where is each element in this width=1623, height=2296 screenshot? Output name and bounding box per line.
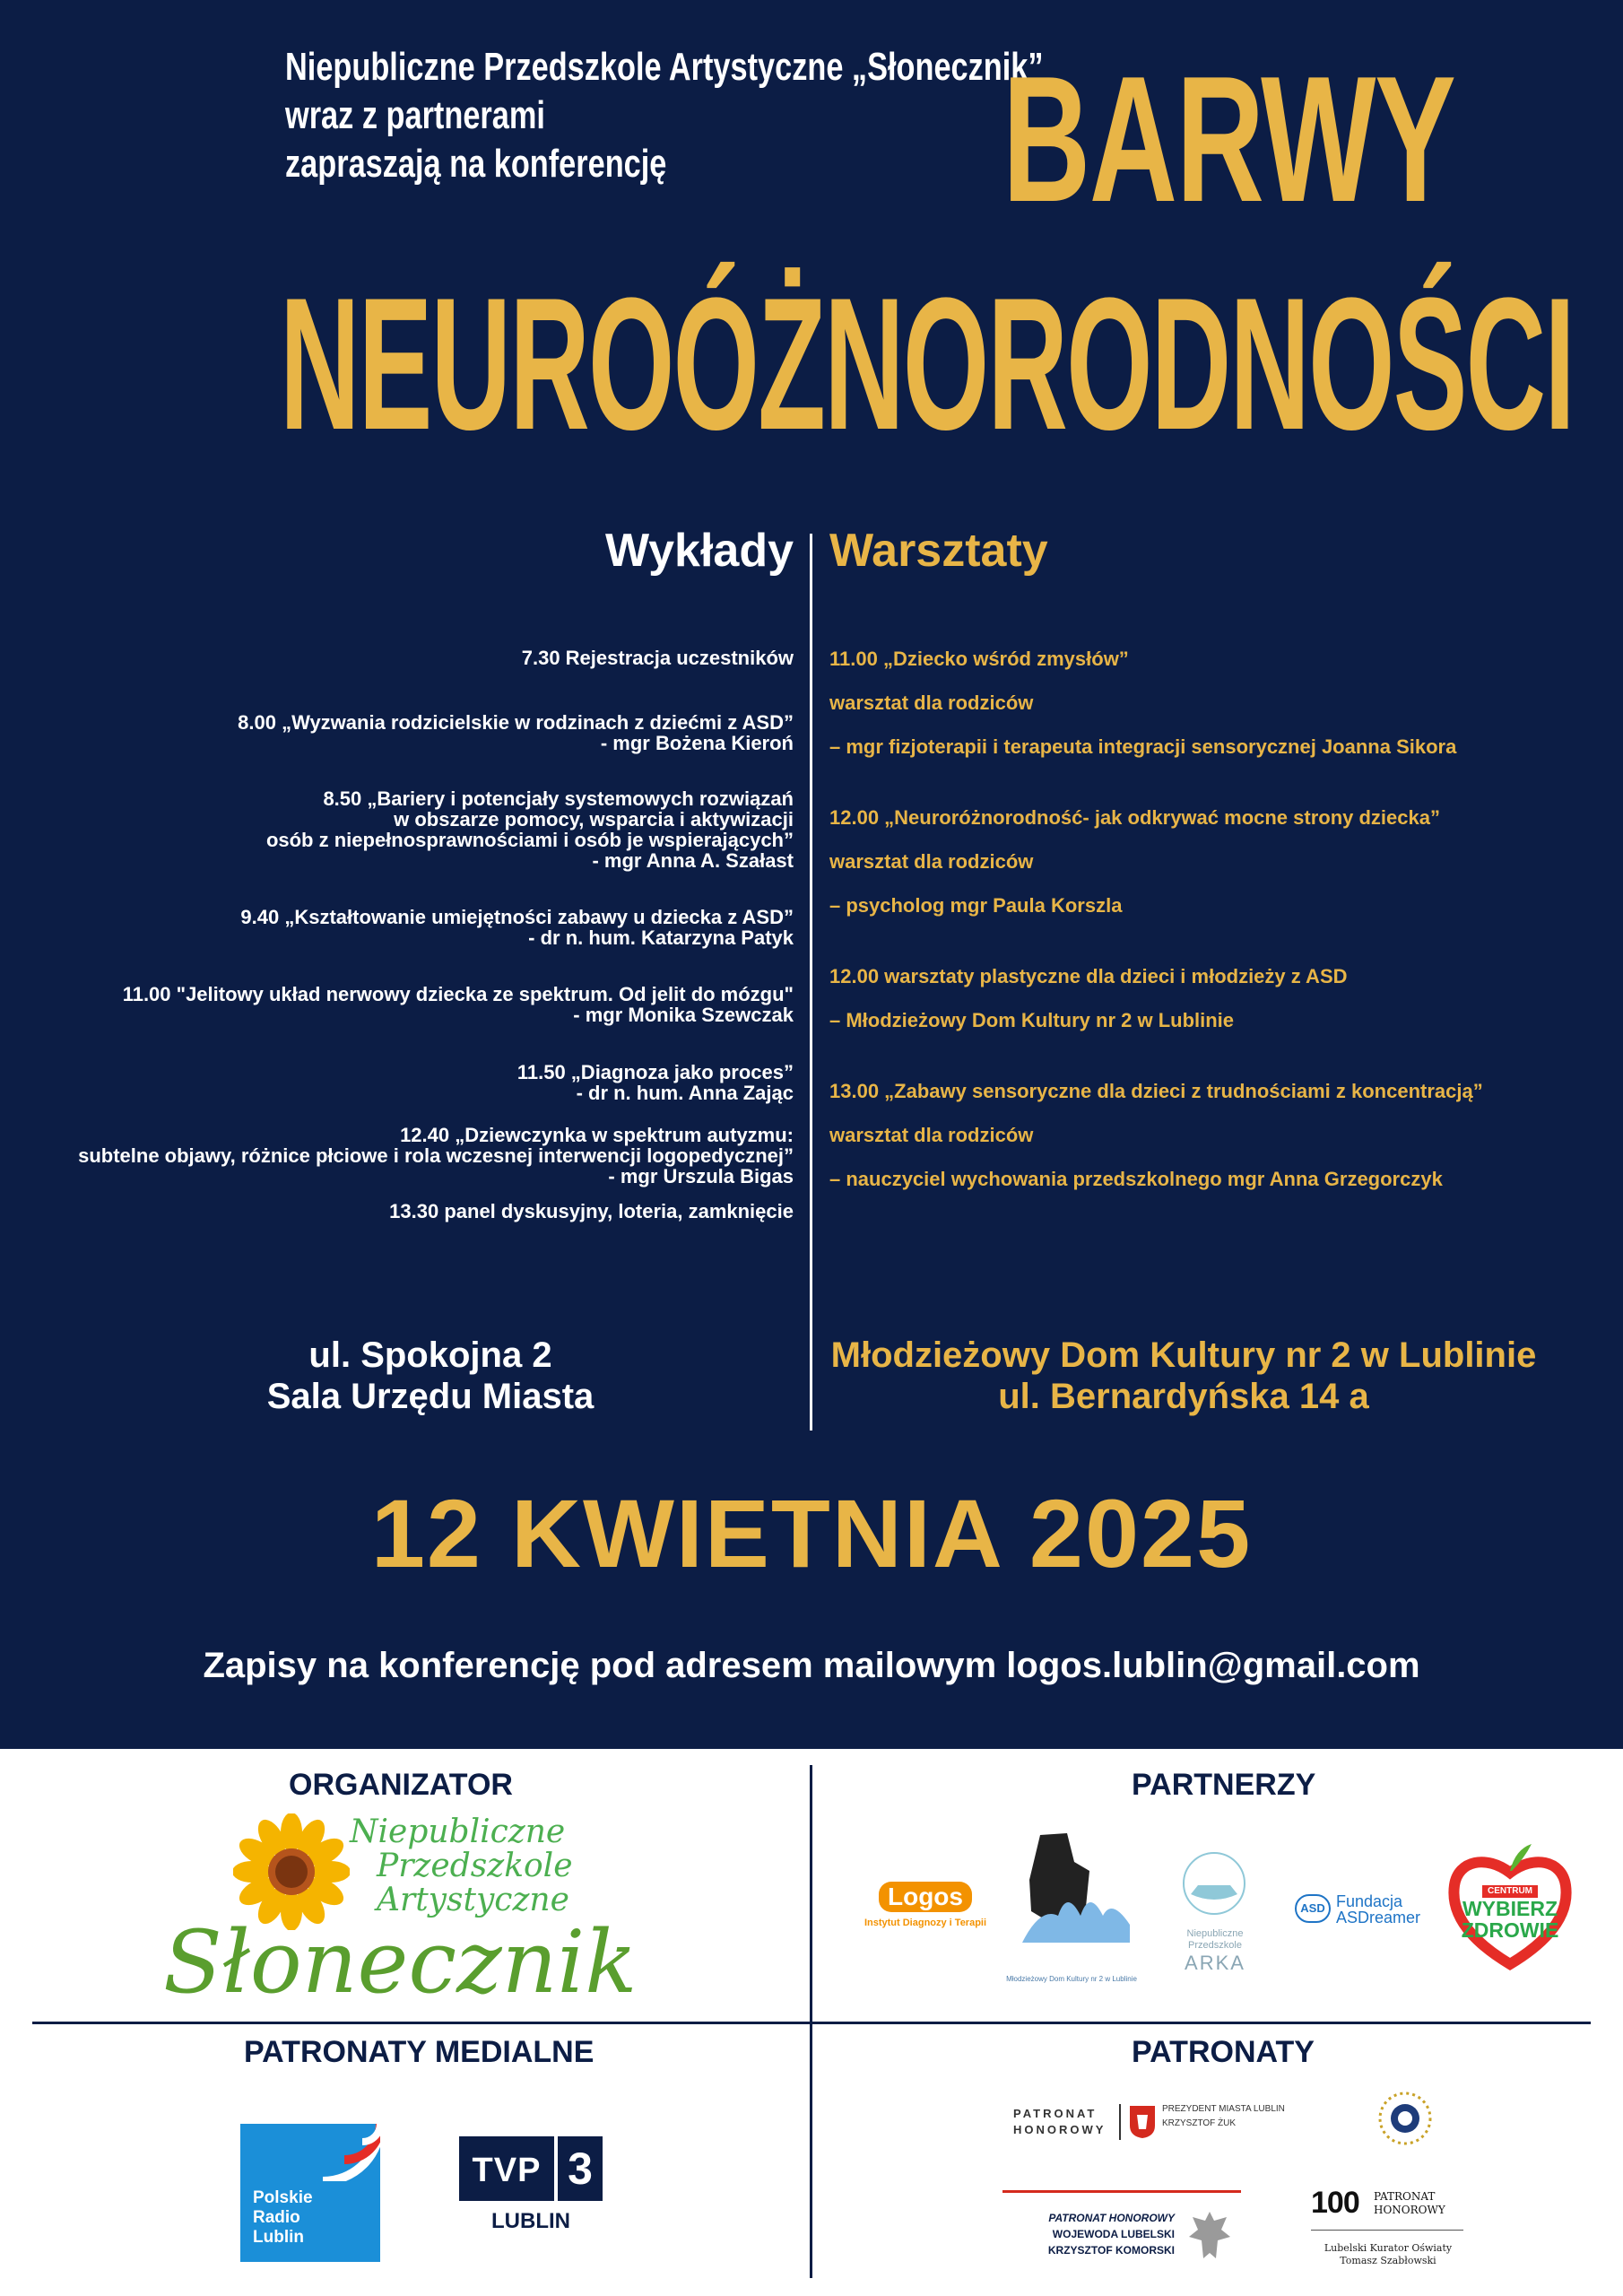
centrum-line1: CENTRUM bbox=[1482, 1885, 1538, 1898]
logos-divider-horizontal bbox=[32, 2022, 1591, 2024]
radio-line: Lublin bbox=[253, 2228, 304, 2247]
lecture-line: 9.40 „Kształtowanie umiejętności zabawy u dziecka z ASD” bbox=[240, 906, 794, 928]
lecture-line: 11.50 „Diagnoza jako proces” bbox=[516, 1061, 794, 1083]
arka-boat-icon bbox=[1171, 1849, 1257, 1921]
lecture-line: 7.30 Rejestracja uczestników bbox=[521, 647, 794, 669]
lecture-line: subtelne objawy, różnice płciowe i rola wczesnej interwencji logopedycznej” bbox=[78, 1144, 794, 1167]
workshops-list bbox=[829, 646, 1601, 1210]
lecture-line: - mgr Monika Szewczak bbox=[573, 1004, 794, 1026]
venue-left-line2: Sala Urzędu Miasta bbox=[266, 1377, 595, 1416]
lectures-list bbox=[0, 646, 794, 1222]
workshop-line: warsztat dla rodziców bbox=[829, 1124, 1034, 1146]
patronage-kurator bbox=[1307, 2185, 1469, 2283]
patronage-mayor-line: HONOROWY bbox=[1013, 2123, 1107, 2136]
arka-name: ARKA bbox=[1185, 1952, 1245, 1974]
lecture-line: osób z niepełnosprawnościami i osób je wspierających” bbox=[265, 829, 794, 851]
polskie-radio-lublin-logo bbox=[240, 2124, 380, 2262]
workshop-line: 12.00 „Neuroróżnorodność- jak odkrywać mocne strony dziecka” bbox=[829, 806, 1440, 829]
tvp-city: LUBLIN bbox=[491, 2209, 570, 2233]
asd-dreamer: ASDreamer bbox=[1336, 1909, 1421, 1926]
lecture-item bbox=[0, 712, 794, 753]
intro-line: zapraszają na konferencję bbox=[285, 142, 667, 186]
organizer-logo-line: Przedszkole bbox=[377, 1848, 573, 1884]
lecture-line: - mgr Anna A. Szałast bbox=[592, 849, 794, 872]
workshop-line: 13.00 „Zabawy sensoryczne dla dzieci z trudnościami z koncentracją” bbox=[829, 1080, 1483, 1102]
lecture-line: 8.50 „Bariery i potencjały systemowych rozwiązań bbox=[323, 787, 794, 810]
event-date: 12 KWIETNIA 2025 bbox=[370, 1479, 1253, 1587]
patronage-separator bbox=[1119, 2104, 1121, 2140]
centrum-line3: ZDROWIE bbox=[1461, 1918, 1559, 1942]
radio-line: Polskie bbox=[253, 2188, 313, 2207]
workshop-item bbox=[829, 646, 1601, 761]
centrum-logo-text bbox=[1447, 1882, 1573, 1941]
logos-subtitle: Instytut Diagnozy i Terapii bbox=[864, 1918, 987, 1928]
kurator-line: HONOROWY bbox=[1374, 2204, 1445, 2216]
organizer-logo-line: Niepubliczne bbox=[350, 1813, 566, 1850]
title-barwy: BARWY bbox=[1002, 39, 1455, 239]
lecture-line: - mgr Urszula Bigas bbox=[608, 1165, 794, 1187]
kurator-signature: Lubelski Kurator Oświaty bbox=[1324, 2242, 1453, 2254]
lecture-line: 11.00 "Jelitowy układ nerwowy dziecka ze spektrum. Od jelit do mózgu" bbox=[122, 983, 794, 1005]
voivode-line: KRZYSZTOF KOMORSKI bbox=[1047, 2244, 1175, 2257]
lecture-item bbox=[0, 907, 794, 948]
patronage-title: PATRONATY bbox=[1132, 2035, 1315, 2069]
mdk-caption: Młodzieżowy Dom Kultury nr 2 w Lublinie bbox=[1006, 1975, 1137, 1983]
lecture-line: 12.40 „Dziewczynka w spektrum autyzmu: bbox=[400, 1124, 794, 1146]
asd-badge: ASD bbox=[1295, 1894, 1331, 1923]
logos-partner-logo bbox=[863, 1882, 988, 1929]
lecture-line: 13.30 panel dyskusyjny, loteria, zamknięcie bbox=[389, 1200, 794, 1222]
voivode-red-line bbox=[1002, 2190, 1241, 2193]
kurator-signature: Tomasz Szabłowski bbox=[1340, 2255, 1436, 2266]
arka-logo-text bbox=[1166, 1928, 1264, 1975]
workshop-line: warsztat dla rodziców bbox=[829, 850, 1034, 873]
lecture-line: - mgr Bożena Kieroń bbox=[600, 732, 794, 754]
venue-left-line1: ul. Spokojna 2 bbox=[308, 1335, 552, 1375]
asd-dreamer-logo bbox=[1295, 1892, 1438, 1928]
lecture-item bbox=[0, 1062, 794, 1103]
tvp-text: TVP bbox=[459, 2136, 554, 2201]
workshop-item bbox=[829, 1078, 1601, 1193]
workshop-line: 11.00 „Dziecko wśród zmysłów” bbox=[829, 648, 1129, 670]
venue-left bbox=[179, 1335, 681, 1417]
kurator-line: PATRONAT bbox=[1374, 2190, 1436, 2203]
logos-name: Logos bbox=[879, 1882, 972, 1912]
lecture-item bbox=[0, 1201, 794, 1222]
lecture-item bbox=[0, 788, 794, 871]
workshop-line: – nauczyciel wychowania przedszkolnego mgr Anna Grzegorczyk bbox=[829, 1168, 1443, 1190]
voivode-line: WOJEWODA LUBELSKI bbox=[1052, 2228, 1175, 2240]
workshop-line: – psycholog mgr Paula Korszla bbox=[829, 894, 1123, 917]
organizer-title: ORGANIZATOR bbox=[289, 1768, 513, 1802]
tvp3-lublin-logo bbox=[459, 2136, 603, 2235]
lublin-coat-of-arms-icon bbox=[1128, 2104, 1157, 2140]
workshop-item bbox=[829, 804, 1601, 919]
venue-right bbox=[829, 1335, 1538, 1417]
tvp-number: 3 bbox=[558, 2136, 603, 2201]
patronage-mayor-right: PREZYDENT MIASTA LUBLIN bbox=[1162, 2104, 1285, 2114]
workshop-line: – mgr fizjoterapii i terapeuta integracji sensorycznej Joanna Sikora bbox=[829, 735, 1457, 758]
lecture-line: 8.00 „Wyzwania rodzicielskie w rodzinach z dziećmi z ASD” bbox=[238, 711, 794, 734]
voivode-title: PATRONAT HONOROWY bbox=[1048, 2212, 1175, 2224]
lecture-item bbox=[0, 984, 794, 1025]
workshop-item bbox=[829, 963, 1601, 1034]
signup-text: Zapisy na konferencję pod adresem mailowym logos.lublin@gmail.com bbox=[203, 1646, 1420, 1685]
workshop-line: 12.00 warsztaty plastyczne dla dzieci i młodzieży z ASD bbox=[829, 965, 1348, 987]
partners-title: PARTNERZY bbox=[1132, 1768, 1316, 1802]
patronage-mayor bbox=[1013, 2100, 1300, 2154]
venue-right-line1: Młodzieżowy Dom Kultury nr 2 w Lublinie bbox=[830, 1335, 1537, 1375]
centrum-line2: WYBIERZ bbox=[1462, 1897, 1558, 1920]
workshop-line: – Młodzieżowy Dom Kultury nr 2 w Lublinie bbox=[829, 1009, 1235, 1031]
workshops-heading: Warsztaty bbox=[829, 525, 1048, 577]
organizer-logo-line: Artystyczne bbox=[377, 1882, 569, 1918]
title-neuro: NEUROÓŻNORODNOŚCI bbox=[280, 258, 1574, 469]
intro-text bbox=[285, 43, 1044, 188]
media-title: PATRONATY MEDIALNE bbox=[244, 2035, 595, 2069]
radio-line: Radio bbox=[253, 2208, 300, 2227]
asd-fundacja: Fundacja bbox=[1336, 1892, 1403, 1910]
lecture-item bbox=[0, 1125, 794, 1187]
lectures-heading: Wykłady bbox=[604, 525, 794, 577]
radio-wave-icon bbox=[323, 2124, 380, 2181]
patronage-voivode bbox=[1002, 2190, 1245, 2280]
arka-line: Przedszkole bbox=[1188, 1940, 1242, 1951]
column-divider bbox=[810, 534, 812, 1431]
lecture-line: - dr n. hum. Anna Zając bbox=[576, 1082, 794, 1104]
lecture-line: - dr n. hum. Katarzyna Patyk bbox=[528, 926, 794, 949]
organizer-logo-name: Słonecznik bbox=[163, 1912, 638, 2013]
intro-line: wraz z partnerami bbox=[285, 93, 545, 137]
polish-eagle-icon bbox=[1187, 2208, 1232, 2262]
venue-right-line2: ul. Bernardyńska 14 a bbox=[998, 1377, 1369, 1416]
arka-line: Niepubliczne bbox=[1186, 1928, 1244, 1939]
school-badge-icon bbox=[1376, 2086, 1435, 2154]
mdk-emblem-icon bbox=[1004, 1826, 1139, 1979]
patronage-mayor-right: KRZYSZTOF ŻUK bbox=[1162, 2118, 1237, 2128]
patronage-mayor-line: PATRONAT bbox=[1013, 2107, 1098, 2120]
lecture-line: w obszarze pomocy, wsparcia i aktywizacji bbox=[394, 808, 794, 831]
lecture-item bbox=[0, 648, 794, 668]
signature-line bbox=[1311, 2230, 1463, 2231]
organizer-logo-text bbox=[350, 1815, 573, 1918]
intro-line: Niepubliczne Przedszkole Artystyczne „Słonecznik” bbox=[285, 45, 1044, 89]
kurator-100: 100 bbox=[1311, 2186, 1359, 2220]
workshop-line: warsztat dla rodziców bbox=[829, 691, 1034, 714]
